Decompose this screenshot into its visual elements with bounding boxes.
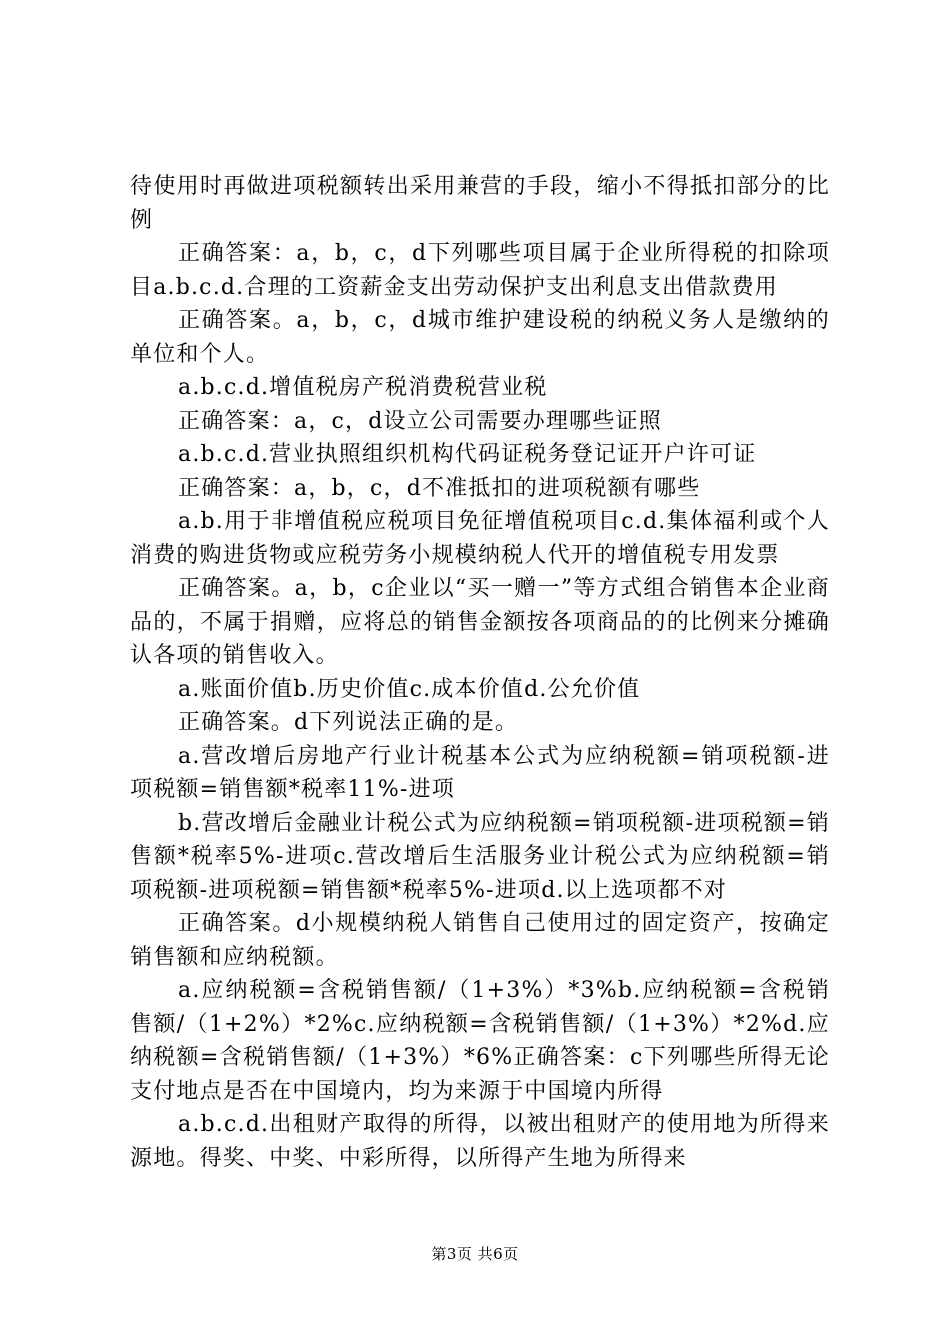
paragraph-3: 正确答案。a，b，c，d城市维护建设税的纳税义务人是缴纳的单位和个人。 — [130, 308, 830, 367]
paragraph-5: 正确答案：a，c，d设立公司需要办理哪些证照 — [178, 408, 662, 434]
paragraph-13: b.营改增后金融业计税公式为应纳税额=销项税额-进项税额=销售额*税率5%-进项c.营改增后生活服务业计税公式为应纳税额=销项税额-进项税额=销售额*税率5%-进项d.以上选项都不对 — [130, 810, 830, 903]
paragraph-7: 正确答案：a，b，c，d不准抵扣的进项税额有哪些 — [178, 475, 701, 501]
paragraph-8: a.b.用于非增值税应税项目免征增值税项目c.d.集体福利或个人消费的购进货物或应税劳务小规模纳税人代开的增值税专用发票 — [130, 509, 830, 568]
paragraph-10: a.账面价值b.历史价值c.成本价值d.公允价值 — [178, 676, 641, 702]
paragraph-2: 正确答案：a，b，c，d下列哪些项目属于企业所得税的扣除项目a.b.c.d.合理的工资薪金支出劳动保护支出利息支出借款费用 — [130, 241, 830, 300]
paragraph-9: 正确答案。a，b，c企业以“买一赠一”等方式组合销售本企业商品的，不属于捐赠，应将总的销售金额按各项商品的的比例来分摊确认各项的销售收入。 — [130, 576, 830, 668]
paragraph-12: a.营改增后房地产行业计税基本公式为应纳税额=销项税额-进项税额=销售额*税率11%-进项 — [130, 743, 830, 802]
paragraph-15: a.应纳税额=含税销售额/（1+3%）*3%b.应纳税额=含税销售额/（1+2%）*2%c.应纳税额=含税销售额/（1+3%）*2%d.应纳税额=含税销售额/（1+3%）*6%正确答案：c下列哪些所得无论支付地点是否在中国境内，均为来源于中国境内所得 — [130, 978, 830, 1104]
paragraph-4: a.b.c.d.增值税房产税消费税营业税 — [178, 375, 548, 400]
paragraph-1: 待使用时再做进项税额转出采用兼营的手段，缩小不得抵扣部分的比例 — [130, 174, 830, 233]
document-body — [130, 170, 830, 1175]
paragraph-6: a.b.c.d.营业执照组织机构代码证税务登记证开户许可证 — [178, 442, 757, 467]
paragraph-16: a.b.c.d.出租财产取得的所得，以被出租财产的使用地为所得来源地。得奖、中奖、中彩所得，以所得产生地为所得来 — [130, 1112, 830, 1171]
page-number: 第3页 共6页 — [431, 1245, 519, 1263]
paragraph-14: 正确答案。d小规模纳税人销售自己使用过的固定资产，按确定销售额和应纳税额。 — [130, 911, 830, 970]
paragraph-11: 正确答案。d下列说法正确的是。 — [178, 710, 519, 735]
